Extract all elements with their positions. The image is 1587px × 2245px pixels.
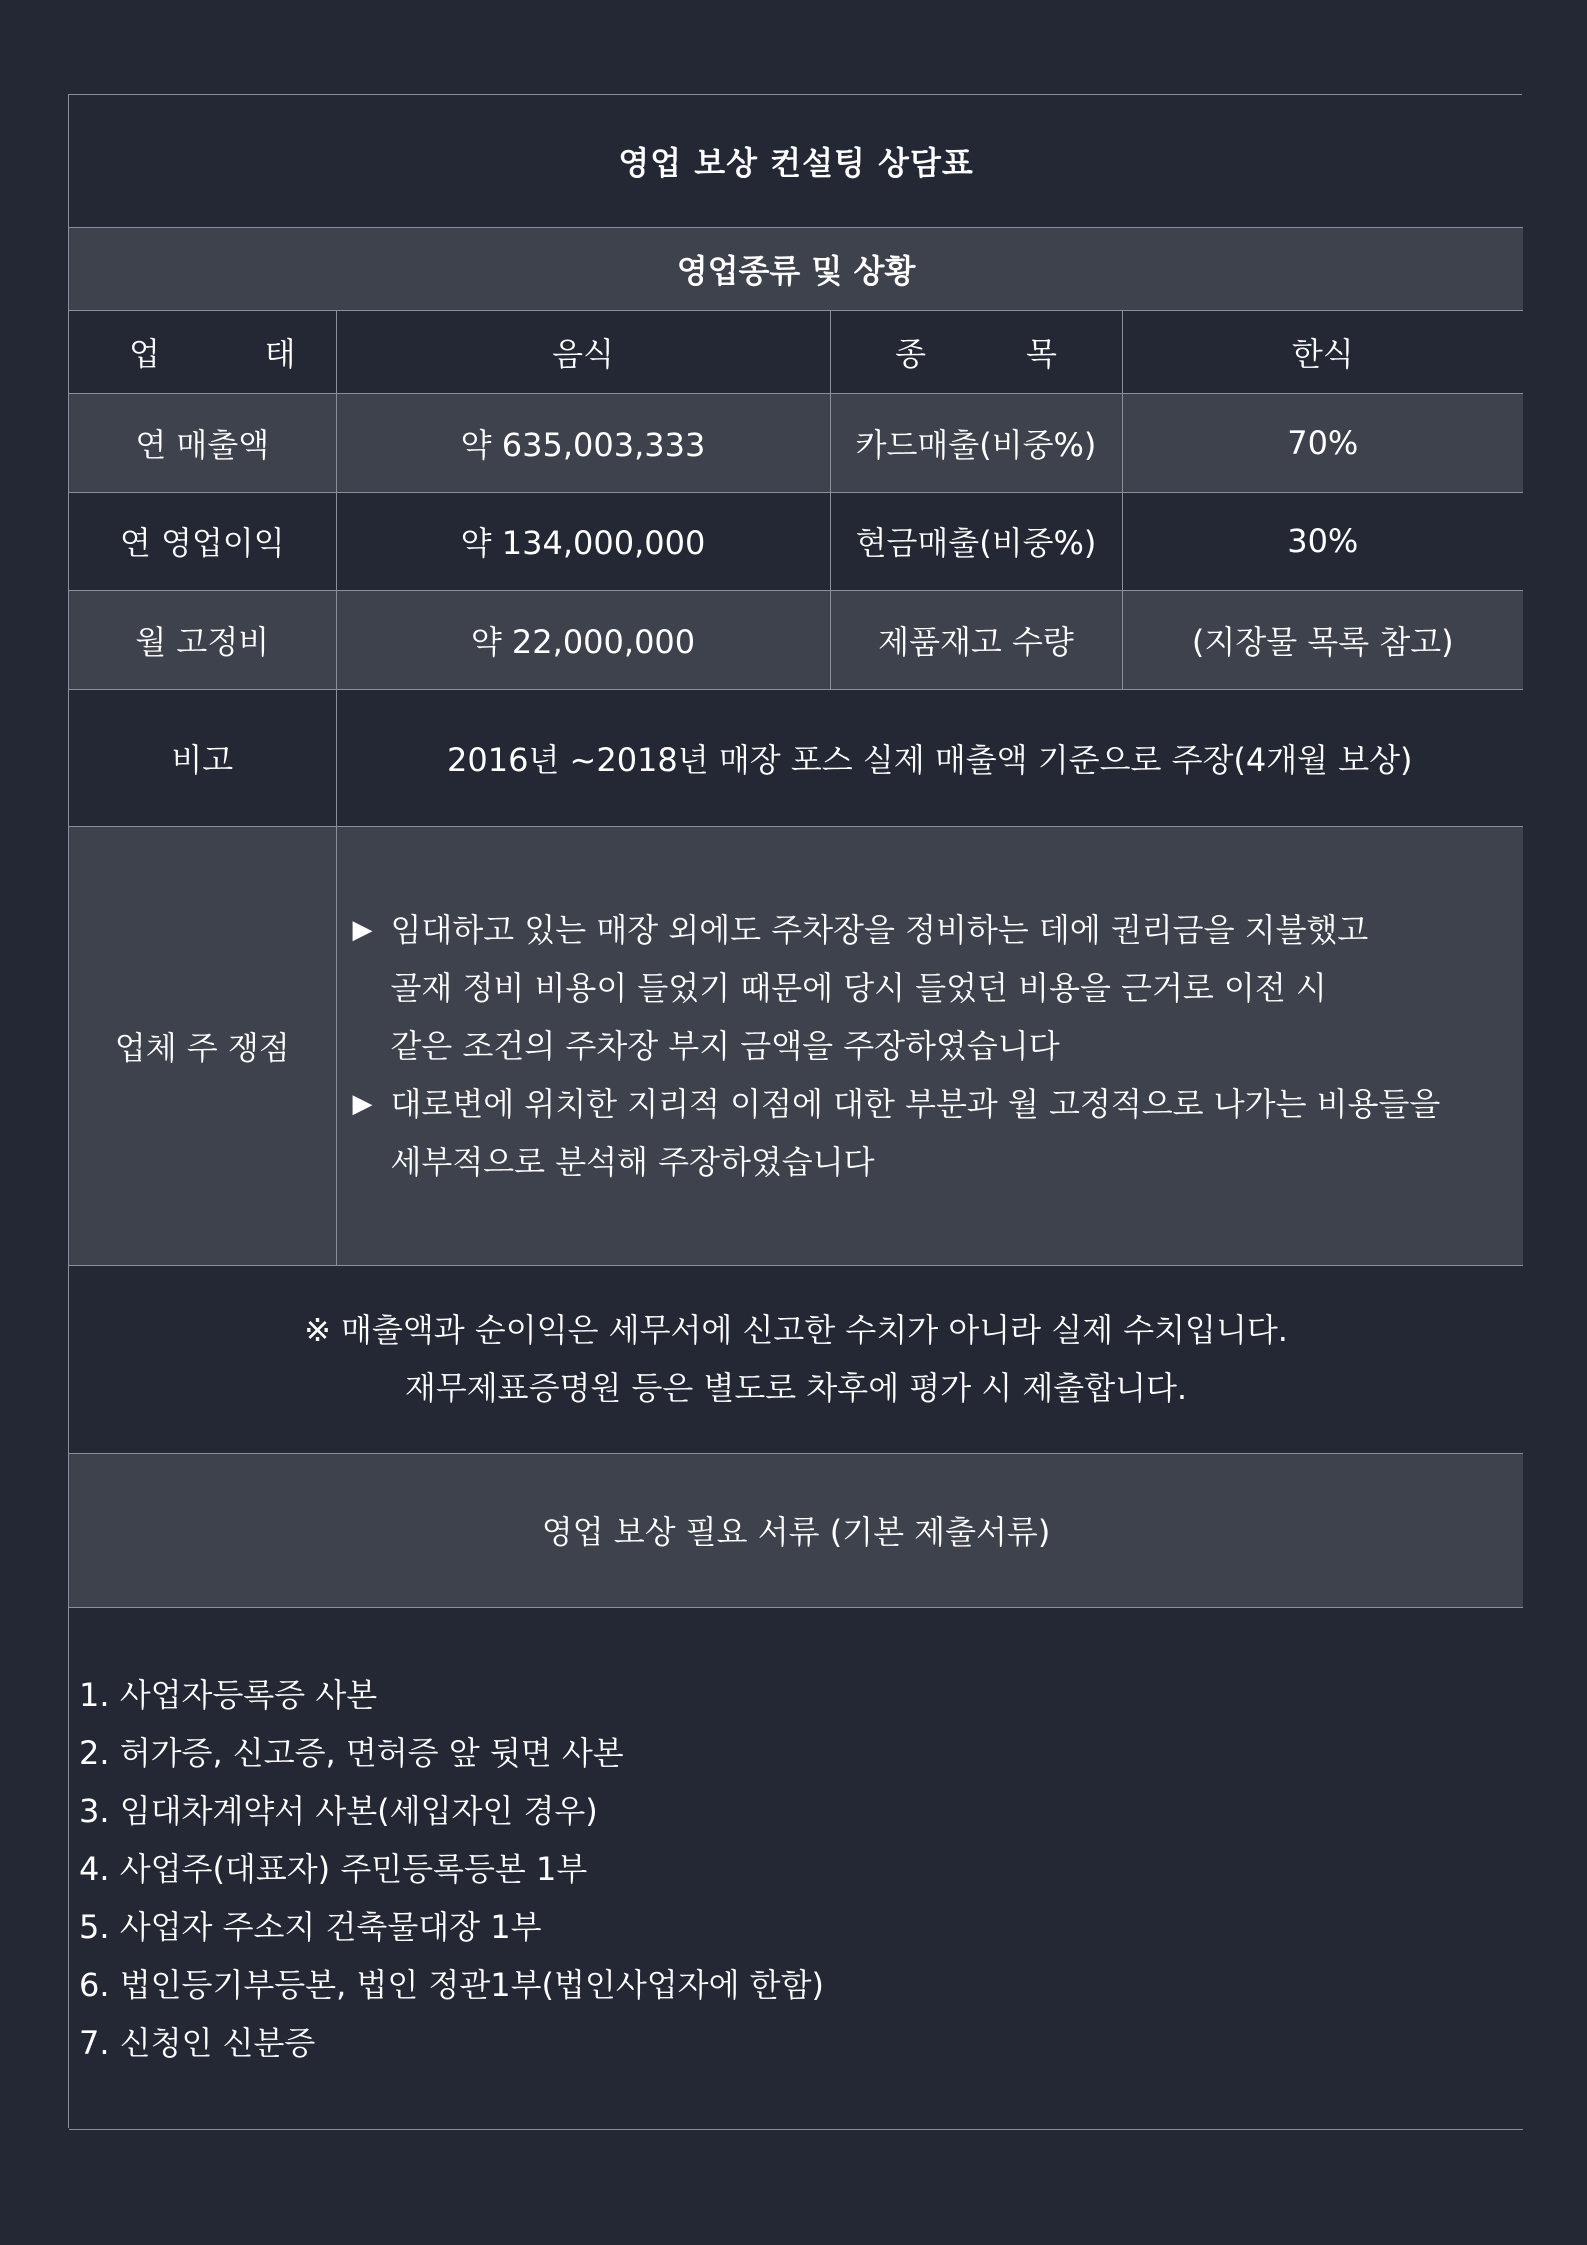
consultation-form: [68, 94, 1522, 2128]
document-item: 6. 법인등기부등본, 법인 정관1부(법인사업자에 한함): [79, 1965, 824, 2004]
business-type-value: 음식: [336, 310, 830, 393]
document-item: 2. 허가증, 신고증, 면허증 앞 뒷면 사본: [79, 1733, 624, 1772]
annual-sales-value: 약 635,003,333: [336, 393, 830, 492]
remarks-label: 비고: [69, 689, 336, 826]
annual-profit-value: 약 134,000,000: [336, 492, 830, 590]
remarks-value: 2016년 ~2018년 매장 포스 실제 매출액 기준으로 주장(4개월 보상): [336, 689, 1523, 826]
documents-title: 영업 보상 필요 서류 (기본 제출서류): [69, 1453, 1523, 1607]
documents-list: [69, 1607, 1523, 2129]
disclaimer-line: 재무제표증명원 등은 별도로 차후에 평가 시 제출합니다.: [404, 1369, 1188, 1407]
consultation-table: [69, 95, 1523, 2130]
inventory-label: 제품재고 수량: [830, 590, 1122, 689]
annual-sales-label: 연 매출액: [69, 393, 336, 492]
cash-sales-label: 현금매출(비중%): [830, 492, 1122, 590]
inventory-value: (지장물 목록 참고): [1122, 590, 1523, 689]
card-sales-value: 70%: [1122, 393, 1523, 492]
triangle-bullet-icon: ▶: [352, 914, 373, 945]
claim-item: [353, 901, 1504, 1075]
disclaimer-note: [69, 1265, 1523, 1453]
business-item-label: 종 목: [830, 310, 1122, 393]
section-title: 영업종류 및 상황: [69, 227, 1523, 310]
triangle-bullet-icon: ▶: [352, 1088, 373, 1119]
page-title: 영업 보상 컨설팅 상담표: [69, 95, 1523, 227]
claim-line: 임대하고 있는 매장 외에도 주차장을 정비하는 데에 권리금을 지불했고: [390, 910, 1369, 949]
card-sales-label: 카드매출(비중%): [830, 393, 1122, 492]
claim-line: 세부적으로 분석해 주장하였습니다: [390, 1142, 875, 1181]
annual-profit-label: 연 영업이익: [69, 492, 336, 590]
document-item: 7. 신청인 신분증: [79, 2023, 316, 2062]
document-item: 5. 사업자 주소지 건축물대장 1부: [79, 1907, 542, 1946]
disclaimer-line: ※ 매출액과 순이익은 세무서에 신고한 수치가 아니라 실제 수치입니다.: [304, 1311, 1288, 1349]
claim-line: 같은 조건의 주차장 부지 금액을 주장하였습니다: [390, 1026, 1060, 1065]
business-type-label: 업 태: [69, 310, 336, 393]
claim-line: 골재 정비 비용이 들었기 때문에 당시 들었던 비용을 근거로 이전 시: [390, 968, 1327, 1007]
document-item: 3. 임대차계약서 사본(세입자인 경우): [79, 1791, 598, 1830]
cash-sales-value: 30%: [1122, 492, 1523, 590]
claim-item: [353, 1075, 1504, 1191]
monthly-fixed-cost-value: 약 22,000,000: [336, 590, 830, 689]
monthly-fixed-cost-label: 월 고정비: [69, 590, 336, 689]
business-item-value: 한식: [1122, 310, 1523, 393]
claims-label: 업체 주 쟁점: [69, 826, 336, 1265]
claims-content: [336, 826, 1523, 1265]
document-item: 4. 사업주(대표자) 주민등록등본 1부: [79, 1849, 588, 1888]
document-item: 1. 사업자등록증 사본: [79, 1675, 378, 1714]
claim-line: 대로변에 위치한 지리적 이점에 대한 부분과 월 고정적으로 나가는 비용들을: [390, 1084, 1441, 1123]
